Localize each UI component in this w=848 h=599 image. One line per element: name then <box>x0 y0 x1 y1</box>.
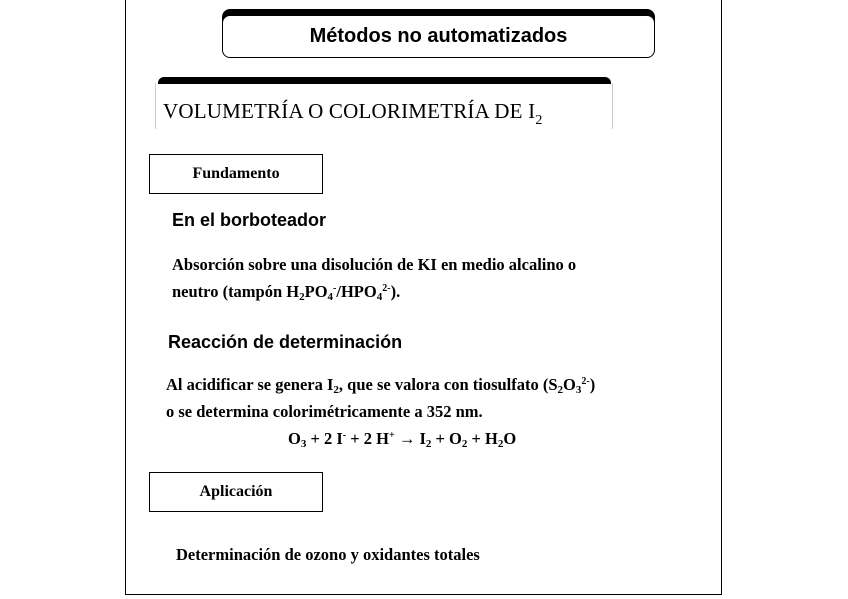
colorimetrica-line: o se determina colorimétricamente a 352 nm. <box>166 402 483 421</box>
aplicacion-text: Determinación de ozono y oxidantes totales <box>176 545 480 564</box>
subscript: 2 <box>497 438 504 450</box>
superscript: - <box>342 430 347 441</box>
superscript: - <box>333 283 337 294</box>
subscript: 3 <box>300 438 307 450</box>
page-title: Métodos no automatizados <box>309 25 568 47</box>
text-part: /HPO <box>336 282 377 301</box>
subscript: 4 <box>327 291 334 303</box>
superscript: + <box>389 430 395 441</box>
subscript: 3 <box>575 384 582 396</box>
heading-main: VOLUMETRÍA O COLORIMETRÍA DE I <box>163 99 536 123</box>
text-part: → I <box>394 429 426 448</box>
text-part: Al acidificar se genera I <box>166 375 334 394</box>
text-part: + O <box>431 429 462 448</box>
subscript: 4 <box>376 291 383 303</box>
aplicacion-label: Aplicación <box>199 483 273 500</box>
reaction-equation <box>288 429 516 449</box>
text-part: + 2 I <box>306 429 343 448</box>
superscript: 2- <box>382 283 391 294</box>
title-box <box>222 15 655 58</box>
text-part: O <box>563 375 576 394</box>
reaccion-heading: Reacción de determinación <box>168 332 403 352</box>
borboteador-heading: En el borboteador <box>172 210 327 230</box>
aplicacion-label-box <box>149 472 323 512</box>
subscript: 2 <box>333 384 339 396</box>
heading-text <box>163 99 543 128</box>
text-part: O <box>503 429 517 448</box>
subscript: 2 <box>425 438 432 450</box>
subscript: 2 <box>299 291 305 303</box>
text-part: ). <box>390 282 401 301</box>
text-part: ) <box>589 375 596 394</box>
subscript: 2 <box>557 384 564 396</box>
text-part: + 2 H <box>346 429 390 448</box>
text-part: PO <box>304 282 328 301</box>
superscript: 2- <box>581 376 590 387</box>
text-part: , que se valora con tiosulfato (S <box>338 375 558 394</box>
fundamento-label-box <box>149 154 323 194</box>
fundamento-label: Fundamento <box>192 165 280 182</box>
text-part: + H <box>467 429 498 448</box>
absorcion-line-2 <box>172 282 400 302</box>
acidificar-line <box>166 375 595 395</box>
absorcion-line-1: Absorción sobre una disolución de KI en medio alcalino o <box>172 255 577 274</box>
text-part: neutro (tampón H <box>172 282 300 301</box>
heading-subscript: 2 <box>535 113 543 128</box>
subscript: 2 <box>461 438 468 450</box>
text-part: O <box>288 429 301 448</box>
section-heading <box>155 77 613 129</box>
